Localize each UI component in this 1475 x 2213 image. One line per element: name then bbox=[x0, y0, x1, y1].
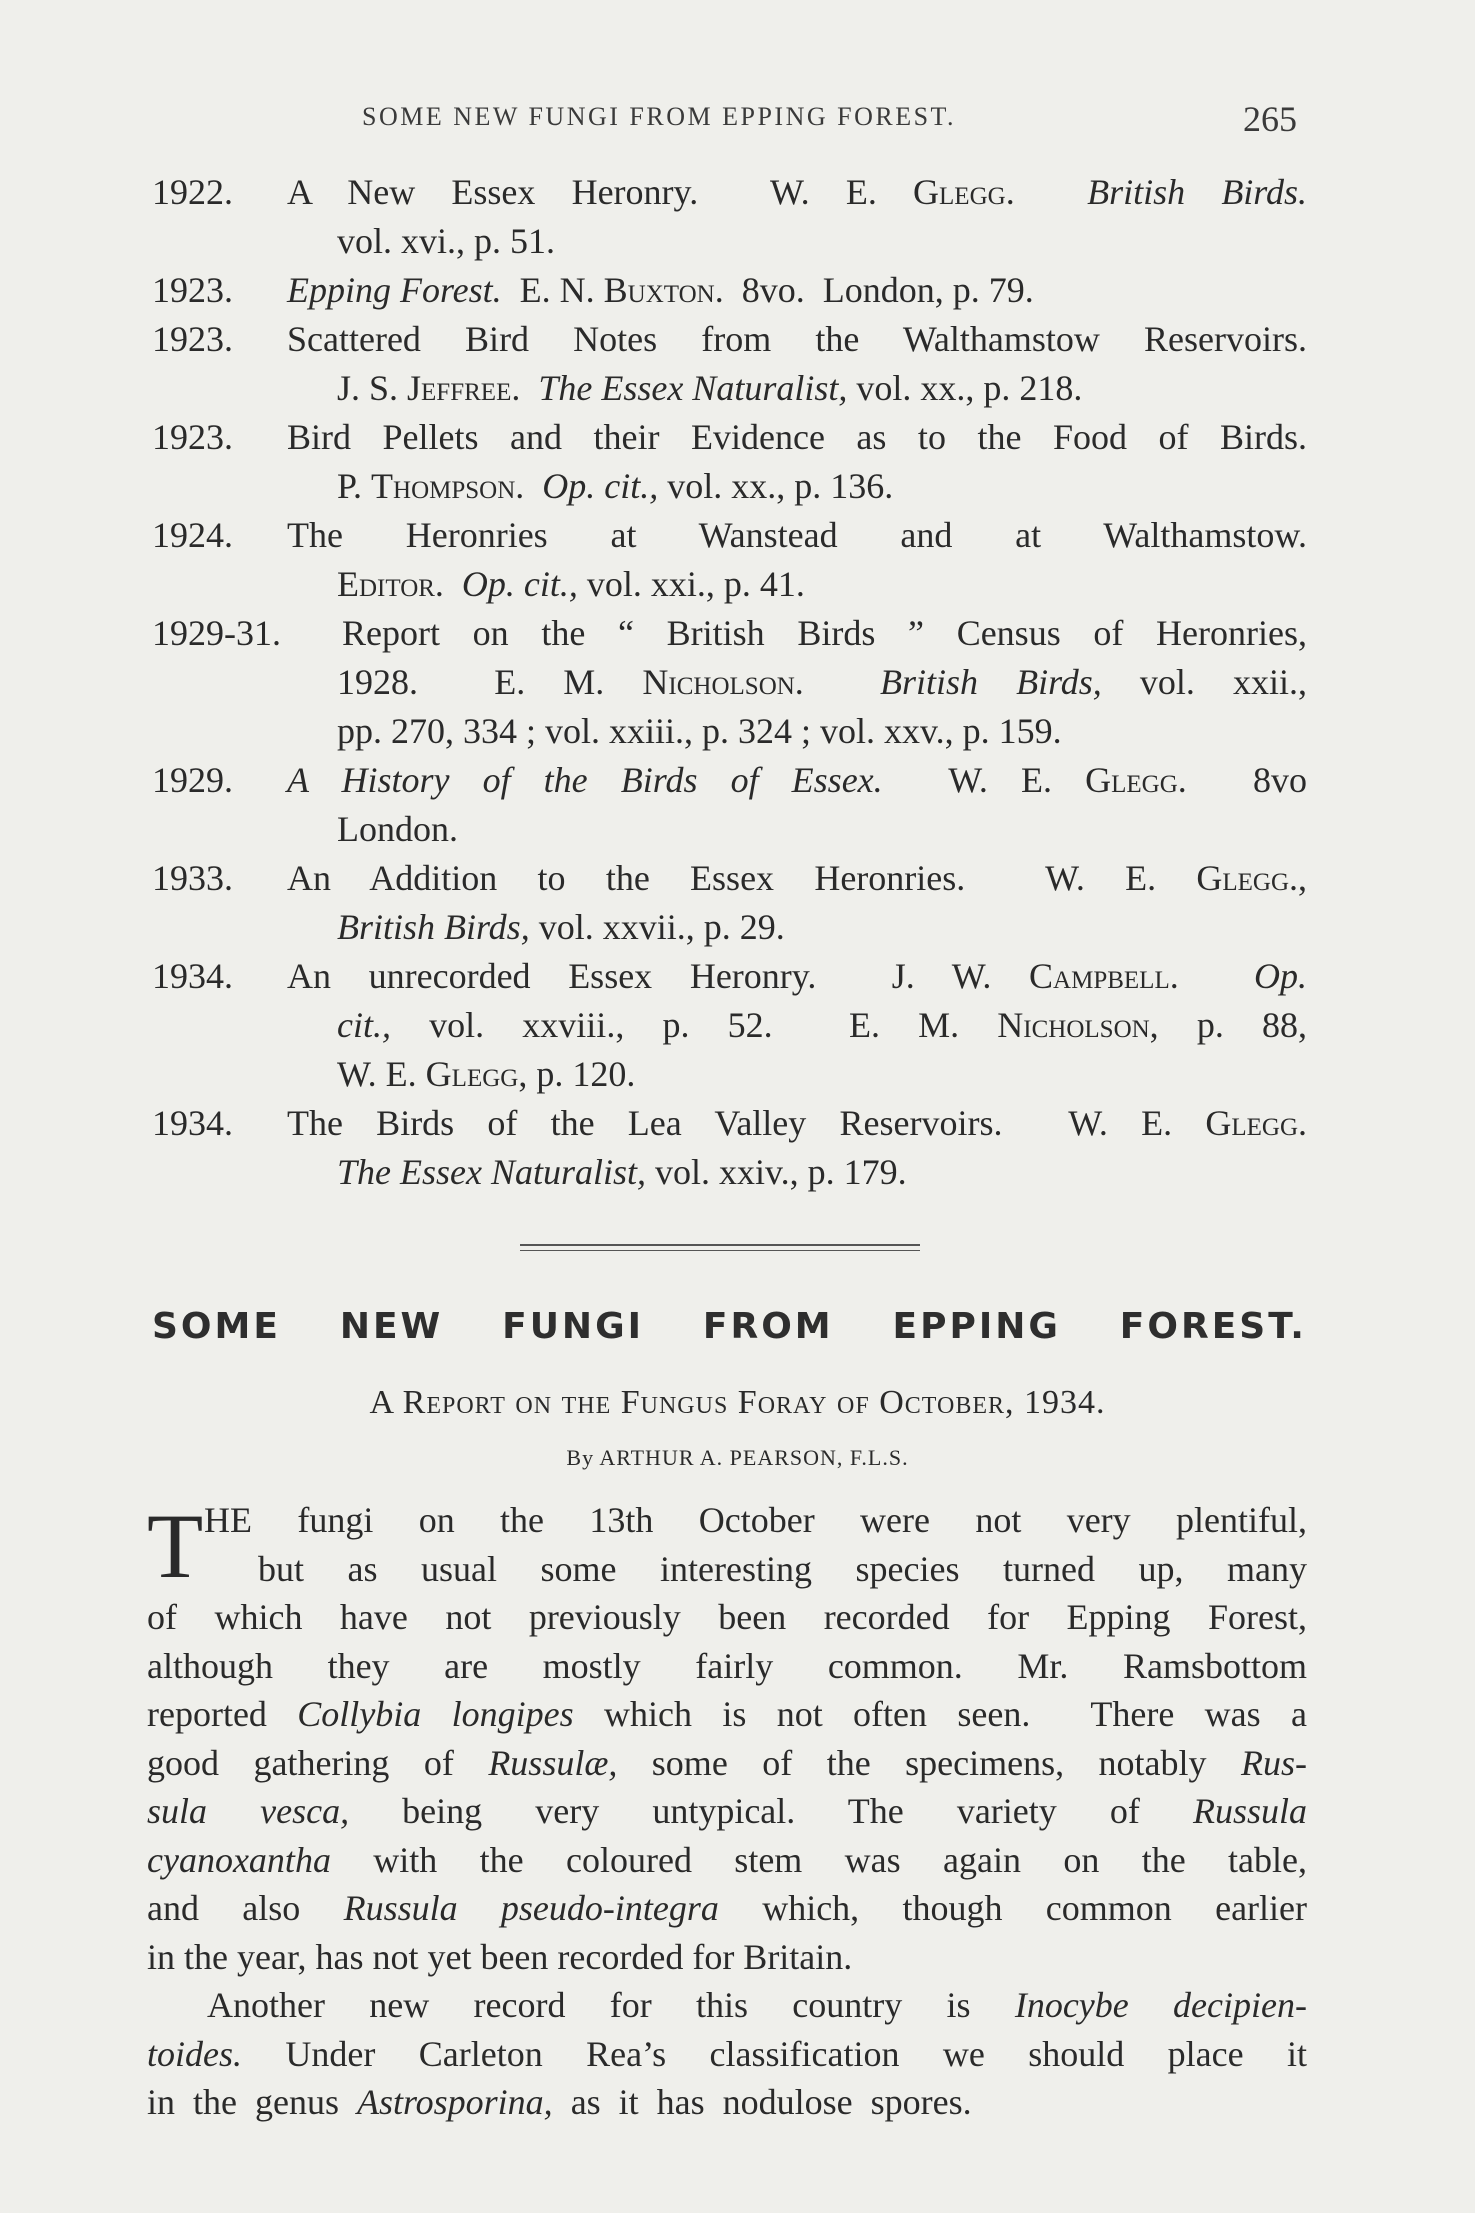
entry-year: 1923. bbox=[152, 417, 233, 457]
paragraph-line bbox=[147, 1690, 1307, 1739]
text-run: being very untypical. The variety of bbox=[349, 1791, 1193, 1831]
paragraph-line bbox=[204, 1496, 1307, 1545]
paragraph-line bbox=[147, 1593, 1307, 1642]
paragraph-line bbox=[147, 1884, 1307, 1933]
section-divider bbox=[520, 1242, 920, 1254]
entry-line bbox=[287, 952, 1307, 1001]
text-run: Glegg bbox=[1085, 760, 1178, 800]
text-run: which, though common earlier bbox=[718, 1888, 1308, 1928]
text-run: but as usual some interesting species turned up, many bbox=[258, 1548, 1307, 1589]
paragraph-line bbox=[147, 1981, 1307, 2030]
text-run: HE fungi on the 13th October were not very plentiful, bbox=[204, 1500, 1307, 1540]
text-run: , p. 88, bbox=[1149, 1005, 1307, 1045]
text-run: J. S. bbox=[337, 368, 408, 408]
text-run: P. bbox=[337, 466, 372, 506]
text-run: Nicholson bbox=[642, 662, 795, 702]
entry-year: 1922. bbox=[152, 172, 233, 212]
text-run: Another new record for this country is bbox=[207, 1985, 1015, 2025]
bibliography-entry bbox=[152, 756, 1307, 854]
paragraph-line bbox=[147, 1836, 1307, 1885]
text-run: The Birds of the Lea Valley Reservoirs. W. E. bbox=[287, 1103, 1206, 1143]
text-run: Collybia longipes bbox=[297, 1694, 574, 1734]
text-run: Glegg bbox=[1196, 858, 1289, 898]
text-run: A History of the Birds of Essex. bbox=[287, 760, 883, 800]
text-run: . bbox=[1169, 956, 1254, 996]
text-run: . bbox=[515, 466, 543, 506]
text-run: . bbox=[794, 662, 880, 702]
text-run: reported bbox=[147, 1694, 298, 1734]
text-run: . bbox=[434, 564, 462, 604]
text-run: Editor bbox=[337, 564, 435, 604]
paragraph-line bbox=[147, 1933, 1307, 1982]
paragraph-line bbox=[147, 2078, 1307, 2127]
text-run: which is not often seen. There was a bbox=[573, 1694, 1307, 1734]
text-run: vol. xx., p. 218. bbox=[847, 368, 1083, 408]
text-run: Russula bbox=[1192, 1791, 1307, 1831]
text-run: pp. 270, 334 ; vol. xxiii., p. 324 ; vol. xxv., p. 159. bbox=[337, 711, 1062, 751]
running-title: SOME NEW FUNGI FROM EPPING FOREST. bbox=[362, 102, 956, 131]
text-run: vol. xxvii., p. 29. bbox=[529, 907, 785, 947]
text-run: . bbox=[511, 368, 539, 408]
paragraph-line bbox=[258, 1545, 1307, 1594]
text-run: in the genus bbox=[147, 2082, 357, 2122]
text-run: Scattered Bird Notes from the Walthamstow Reservoirs. bbox=[287, 319, 1307, 359]
entry-line bbox=[287, 413, 1307, 462]
article-subtitle bbox=[0, 1384, 1475, 1422]
text-run: vol. xxviii., p. 52. E. M. bbox=[390, 1005, 998, 1045]
text-run: good gathering of bbox=[147, 1742, 489, 1783]
text-run: ., bbox=[1289, 858, 1307, 898]
text-run: Astrosporina, bbox=[356, 2082, 553, 2122]
text-run: Report on the “ British Birds ” Census of Heronries, bbox=[342, 613, 1307, 653]
bibliography-entry bbox=[152, 1099, 1307, 1197]
entry-year: 1933. bbox=[152, 858, 233, 898]
entry-line bbox=[337, 1050, 1307, 1099]
text-run: vol. xx., p. 136. bbox=[658, 466, 894, 506]
entry-line bbox=[287, 315, 1307, 364]
text-run: Op. bbox=[1254, 956, 1307, 996]
text-run: W. E. bbox=[337, 1054, 426, 1094]
bibliography-entry bbox=[152, 168, 1307, 266]
entry-year: 1929. bbox=[152, 760, 233, 800]
article-byline: By ARTHUR A. PEARSON, F.L.S. bbox=[566, 1445, 909, 1470]
entry-year: 1934. bbox=[152, 1103, 233, 1143]
article-body bbox=[147, 1496, 1307, 2127]
entry-line bbox=[342, 609, 1307, 658]
entry-line bbox=[337, 707, 1307, 756]
text-run: The Heronries at Wanstead and at Walthamstow. bbox=[287, 515, 1307, 555]
entry-line bbox=[337, 462, 1307, 511]
text-run: and also bbox=[147, 1888, 344, 1928]
entry-year: 1923. bbox=[152, 319, 233, 359]
entry-year: 1929-31. bbox=[152, 613, 281, 653]
text-run: in the year, has not yet been recorded for Britain. bbox=[147, 1936, 853, 1977]
text-run: although they are mostly fairly common. Mr. Ramsbottom bbox=[147, 1645, 1307, 1686]
text-run: Inocybe decipien- bbox=[1014, 1985, 1307, 2025]
article-title: SOME NEW FUNGI FROM EPPING FOREST. bbox=[152, 1306, 1307, 1347]
text-run: A New Essex Heronry. W. E. bbox=[287, 172, 914, 212]
entry-line bbox=[287, 1099, 1307, 1148]
text-run: Russulæ, bbox=[488, 1742, 618, 1783]
text-run: Bird Pellets and their Evidence as to the Food of Birds. bbox=[287, 417, 1307, 457]
text-run: British Birds, bbox=[880, 662, 1102, 702]
text-run: with the coloured stem was again on the table, bbox=[330, 1839, 1307, 1880]
text-run: Thompson bbox=[371, 466, 516, 506]
paragraph-line bbox=[147, 1787, 1307, 1836]
text-run: as it has nodulose spores. bbox=[552, 2082, 972, 2122]
bibliography-list bbox=[152, 168, 1307, 1197]
entry-line bbox=[337, 805, 1307, 854]
paragraph bbox=[147, 1496, 1307, 1981]
page-number: 265 bbox=[1243, 99, 1297, 139]
entry-year: 1934. bbox=[152, 956, 233, 996]
text-run: . bbox=[1298, 1103, 1307, 1143]
text-run: Nicholson bbox=[997, 1005, 1150, 1045]
text-run: vol. xxiv., p. 179. bbox=[646, 1152, 907, 1192]
text-run: Jeffree bbox=[407, 368, 512, 408]
text-run: Campbell bbox=[1029, 956, 1170, 996]
text-run: The Essex Naturalist, bbox=[337, 1152, 647, 1192]
entry-line bbox=[337, 1148, 1307, 1197]
entry-line bbox=[287, 756, 1307, 805]
text-run: toides. bbox=[147, 2033, 242, 2074]
text-run: Op. cit., bbox=[461, 564, 578, 604]
paragraph-line bbox=[147, 1739, 1307, 1788]
text-run: W. E. bbox=[882, 760, 1086, 800]
text-run: 1928. E. M. bbox=[337, 662, 643, 702]
paragraph bbox=[147, 1981, 1307, 2127]
text-run: cyanoxantha bbox=[147, 1839, 331, 1880]
text-run: sula vesca, bbox=[147, 1791, 350, 1831]
text-run: An Addition to the Essex Heronries. W. E. bbox=[287, 858, 1197, 898]
text-run: cit., bbox=[337, 1005, 391, 1045]
text-run: , p. 120. bbox=[518, 1054, 636, 1094]
bibliography-entry bbox=[152, 609, 1307, 756]
paragraph-line bbox=[147, 2030, 1307, 2079]
text-run: A Report on the Fungus Foray of October, 1934. bbox=[369, 1384, 1106, 1421]
text-run: Glegg bbox=[913, 172, 1006, 212]
text-run: . 8vo. London, p. 79. bbox=[714, 270, 1034, 310]
entry-line bbox=[337, 658, 1307, 707]
text-run: Glegg bbox=[425, 1054, 519, 1094]
text-run: An unrecorded Essex Heronry. J. W. bbox=[287, 956, 1030, 996]
entry-line bbox=[337, 217, 1307, 266]
text-run: of which have not previously been recorded for Epping Forest, bbox=[147, 1597, 1307, 1637]
entry-year: 1923. bbox=[152, 270, 233, 310]
text-run: The Essex Naturalist, bbox=[538, 368, 848, 408]
entry-line bbox=[337, 560, 1307, 609]
text-run: Epping Forest. bbox=[287, 270, 502, 310]
text-run: vol. xxii., bbox=[1101, 662, 1308, 702]
running-head bbox=[0, 92, 1475, 142]
bibliography-entry bbox=[152, 413, 1307, 511]
text-run: Rus- bbox=[1241, 1742, 1307, 1783]
bibliography-entry bbox=[152, 315, 1307, 413]
entry-line bbox=[287, 511, 1307, 560]
text-run: London. bbox=[337, 809, 458, 849]
entry-line bbox=[287, 854, 1307, 903]
text-run: Under Carleton Rea’s classification we should place it bbox=[242, 2033, 1307, 2074]
bibliography-entry bbox=[152, 266, 1307, 315]
text-run: . 8vo bbox=[1177, 760, 1308, 800]
text-run: Glegg bbox=[1205, 1103, 1298, 1143]
text-run: British Birds, bbox=[337, 907, 530, 947]
entry-year: 1924. bbox=[152, 515, 233, 555]
text-run: some of the specimens, notably bbox=[617, 1742, 1241, 1783]
text-run: E. N. bbox=[501, 270, 604, 310]
text-run: . bbox=[1005, 172, 1088, 212]
text-run: Buxton bbox=[603, 270, 715, 310]
paragraph-line bbox=[147, 1642, 1307, 1691]
entry-line bbox=[287, 266, 1307, 315]
drop-cap: T bbox=[147, 1495, 204, 1597]
bibliography-entry bbox=[152, 854, 1307, 952]
entry-line bbox=[337, 1001, 1307, 1050]
bibliography-entry bbox=[152, 511, 1307, 609]
text-run: vol. xvi., p. 51. bbox=[337, 221, 556, 261]
text-run: Russula pseudo-integra bbox=[343, 1888, 719, 1928]
text-run: British Birds. bbox=[1087, 172, 1307, 212]
entry-line bbox=[287, 168, 1307, 217]
bibliography-entry bbox=[152, 952, 1307, 1099]
text-run: Op. cit., bbox=[542, 466, 659, 506]
entry-line bbox=[337, 364, 1307, 413]
text-run: vol. xxi., p. 41. bbox=[577, 564, 805, 604]
entry-line bbox=[337, 903, 1307, 952]
